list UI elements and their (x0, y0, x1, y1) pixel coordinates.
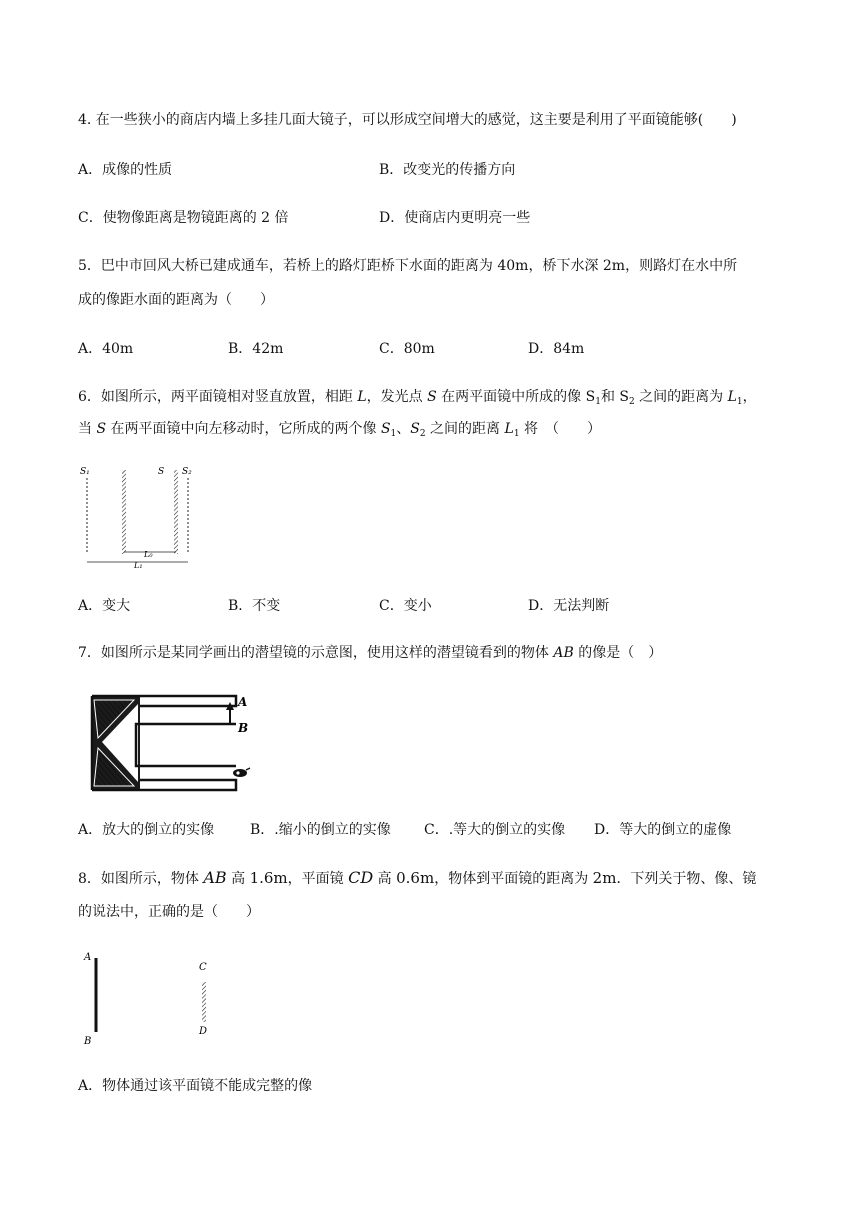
q4-option-a: A．成像的性质 (78, 162, 173, 178)
q6-sub: 2 (628, 397, 635, 407)
q8-text: ，物体到平面镜的距离为 (434, 871, 593, 887)
q8-fig-label-a: A (84, 952, 92, 963)
q8-text: 8．如图所示，物体 (78, 871, 204, 887)
q6-fig-label-s: S (158, 467, 165, 477)
q6-option-b: B．不变 (228, 598, 281, 614)
q8-fig-label-d: D (199, 1026, 208, 1037)
q6-option-a: A．变大 (78, 598, 131, 614)
q8-stem-line2: 的说法中，正确的是（ ） (78, 904, 260, 920)
q5-option-a: A．40m (78, 341, 134, 357)
q8-var-AB: AB (203, 868, 227, 887)
q6-mirror-left (122, 470, 126, 554)
q6-sub: 1 (595, 397, 601, 407)
q7-tube-inner-wall (136, 724, 236, 766)
q6-stem-line1 (78, 387, 757, 412)
q6-option-c: C．变小 (379, 598, 432, 614)
q4-stem: 4. 在一些狭小的商店内墙上多挂几面大镜子，可以形成空间增大的感觉，这主要是利用了平面镜能够( ) (78, 112, 737, 128)
q6-mirror-right (174, 470, 178, 554)
q6-text: ， (742, 389, 757, 405)
q6-stem-line2 (78, 419, 601, 444)
q6-var-L1: L (727, 389, 737, 405)
q7-fig-label-b: B (238, 721, 249, 735)
q7-option-d: D．等大的倒立的虚像 (594, 822, 732, 838)
eye-icon (233, 768, 250, 777)
q4-option-d: D．使商店内更明亮一些 (379, 210, 531, 226)
q4-option-b: B．改变光的传播方向 (379, 162, 516, 178)
q6-sub: 1 (736, 397, 743, 407)
q5-option-b: B．42m (228, 341, 284, 357)
q5-stem-line2: 成的像距水面的距离为（ ） (78, 292, 274, 308)
q6-text: 在两平面镜中所成的像 (436, 389, 586, 405)
q5-option-d: D．84m (528, 341, 585, 357)
q8-text: 高 (226, 871, 250, 887)
q6-var-S: S (427, 389, 437, 405)
q8-option-a: A．物体通过该平面镜不能成完整的像 (78, 1078, 313, 1094)
q8-stem-line1 (78, 868, 756, 889)
q6-text: 和 S (600, 389, 629, 405)
q7-periscope-figure (88, 690, 263, 795)
q8-fig-label-b: B (84, 1036, 92, 1047)
q6-var-S2: S (410, 421, 420, 437)
q6-var-S: S (96, 421, 107, 437)
q8-text: 高 (373, 871, 397, 887)
q6-fig-label-s2: S₂ (182, 467, 192, 477)
q8-text: ，平面镜 (287, 871, 349, 887)
q8-var-CD: CD (348, 868, 374, 887)
q8-height-ab: 1.6m (249, 869, 288, 887)
q6-sub: 1 (390, 429, 397, 439)
q8-mirror-cd (202, 982, 206, 1022)
q7-stem (78, 643, 662, 663)
q6-sub: 2 (419, 429, 426, 439)
q7-option-b: B．.缩小的倒立的实像 (250, 822, 391, 838)
q7-option-a: A．放大的倒立的实像 (78, 822, 215, 838)
q8-height-cd: 0.6m (396, 869, 435, 887)
q6-var-L1: L (504, 421, 514, 437)
q7-var-AB: AB (553, 645, 574, 661)
q6-mirror-figure (78, 462, 198, 572)
q6-fig-label-l1: L₁ (134, 561, 143, 570)
q6-text: 之间的距离 (425, 421, 505, 437)
q5-stem-line1: 5．巴中市回风大桥已建成通车，若桥上的路灯距桥下水面的距离为 40m，桥下水深 2m，则路灯在水中所 (78, 258, 738, 274)
q6-text: 6．如图所示，两平面镜相对竖直放置，相距 (78, 389, 358, 405)
q8-fig-label-c: C (199, 962, 207, 973)
q8-text: ．下列关于物、像、镜 (616, 871, 757, 887)
q8-distance: 2m (592, 869, 617, 887)
q6-text: 当 (78, 421, 97, 437)
q7-text: 的像是（ ） (573, 645, 663, 661)
q7-option-c: C．.等大的倒立的实像 (424, 822, 566, 838)
q8-mirror-figure (78, 948, 228, 1048)
q7-text: 7．如图所示是某同学画出的潜望镜的示意图，使用这样的潜望镜看到的物体 (78, 645, 554, 661)
q5-option-c: C．80m (379, 341, 435, 357)
q6-var-L: L (357, 389, 367, 405)
q6-sub: 1 (513, 429, 520, 439)
q6-text: 之间的距离为 (634, 389, 728, 405)
q7-fig-label-a: A (238, 695, 248, 709)
q6-var-S1: S (380, 421, 391, 437)
q6-text: 、 (396, 421, 411, 437)
q6-var-S1: S (585, 389, 596, 405)
q6-text: ，发光点 (366, 389, 428, 405)
q6-fig-label-s1: S₁ (80, 467, 90, 477)
q6-text: 在两平面镜中向左移动时，它所成的两个像 (106, 421, 381, 437)
q6-fig-label-l0: L₀ (144, 550, 153, 559)
q6-option-d: D．无法判断 (528, 598, 610, 614)
q6-text: 将 （ ） (519, 421, 601, 437)
q4-option-c: C．使物像距离是物镜距离的 2 倍 (78, 210, 289, 226)
